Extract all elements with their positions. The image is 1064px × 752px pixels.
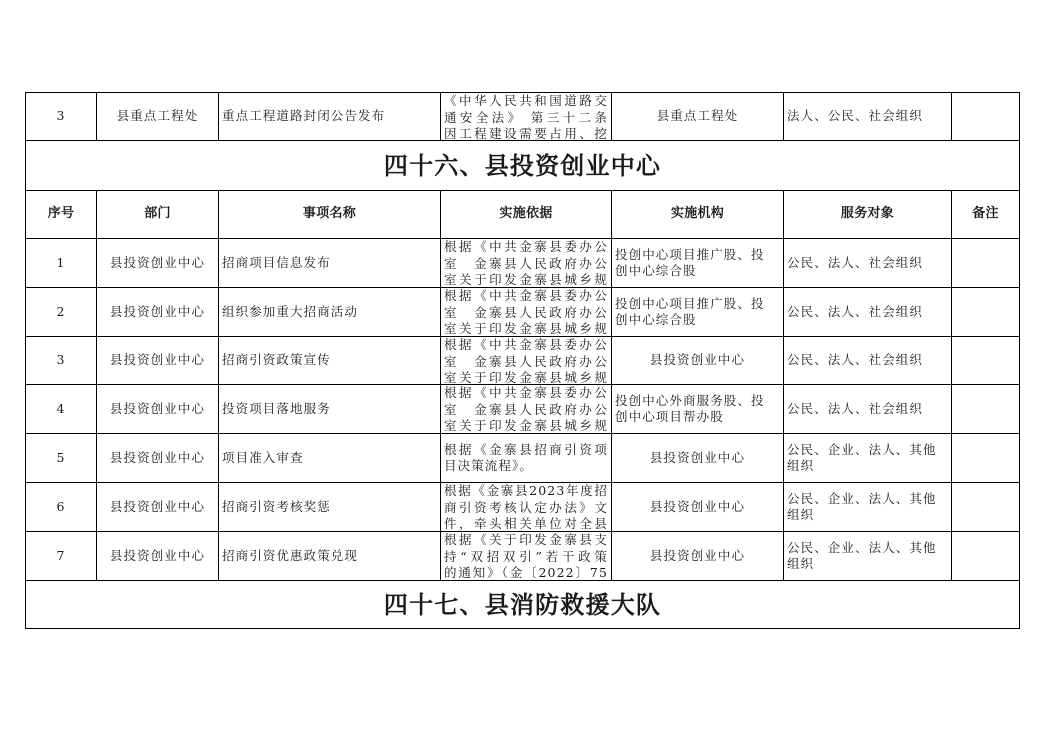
cell-no	[26, 93, 96, 140]
cell-basis	[441, 483, 611, 531]
target-line: 公民、法人、社会组织	[787, 254, 924, 270]
target-line: 公民、企业、法人、其他	[787, 539, 937, 555]
column-header-agency	[612, 191, 783, 238]
cell-basis	[441, 239, 611, 287]
row-number: 3	[56, 352, 66, 368]
item-name-text: 招商引资考核奖惩	[222, 498, 331, 514]
basis-line: 持“双招双引”若干政策	[444, 548, 608, 564]
cell-item-name	[219, 337, 440, 384]
item-name-text: 招商引资优惠政策兑现	[222, 547, 359, 563]
target-line: 法人、公民、社会组织	[787, 108, 924, 124]
cell-no	[26, 483, 96, 531]
basis-line: 室 金寨县人民政府办公	[444, 304, 608, 320]
cell-agency	[612, 288, 783, 336]
cell-target	[784, 385, 951, 433]
note-text	[955, 401, 1016, 418]
department-text: 县重点工程处	[116, 108, 199, 124]
column-header-note	[952, 191, 1019, 238]
cell-department	[97, 337, 218, 384]
note-text	[955, 255, 1016, 272]
column-header-label: 实施机构	[670, 206, 725, 222]
column-header-label: 备注	[972, 206, 999, 222]
basis-line: 室 金寨县人民政府办公	[444, 401, 608, 417]
column-header-basis	[441, 191, 611, 238]
agency-line: 创中心综合股	[615, 263, 697, 278]
cell-agency	[612, 239, 783, 287]
cell-basis	[441, 434, 611, 482]
agency-line: 县重点工程处	[656, 108, 739, 124]
note-text	[955, 450, 1016, 467]
section-heading	[26, 581, 1019, 628]
cell-target	[784, 239, 951, 287]
note-text	[955, 352, 1016, 369]
row-number: 7	[56, 547, 66, 563]
cell-department	[97, 239, 218, 287]
cell-note	[952, 337, 1019, 384]
basis-line: 室关于印发金寨县城乡规	[444, 272, 608, 287]
cell-department	[97, 434, 218, 482]
basis-line: 商引资考核认定办法》文	[444, 499, 608, 515]
target-line: 公民、企业、法人、其他	[787, 441, 937, 457]
department-text: 县投资创业中心	[109, 547, 206, 563]
basis-line: 根据《中共金寨县委办公	[444, 288, 608, 303]
cell-target	[784, 288, 951, 336]
basis-line: 室关于印发金寨县城乡规	[444, 418, 608, 433]
department-text: 县投资创业中心	[109, 352, 206, 368]
cell-note	[952, 93, 1019, 140]
column-header-label: 事项名称	[302, 206, 357, 222]
cell-note	[952, 288, 1019, 336]
basis-line: 室 金寨县人民政府办公	[444, 255, 608, 271]
row-number: 5	[56, 449, 66, 465]
service-items-table	[25, 92, 1020, 629]
cell-basis	[441, 288, 611, 336]
agency-line: 县投资创业中心	[649, 498, 746, 514]
agency-line: 创中心综合股	[615, 312, 697, 327]
basis-line: 室关于印发金寨县城乡规	[444, 370, 608, 384]
item-name-text: 投资项目落地服务	[222, 400, 331, 416]
row-number: 2	[56, 303, 66, 319]
cell-no	[26, 385, 96, 433]
agency-line: 县投资创业中心	[649, 352, 746, 368]
cell-no	[26, 337, 96, 384]
cell-agency	[612, 483, 783, 531]
basis-line: 室关于印发金寨县城乡规	[444, 321, 608, 336]
column-header-label: 服务对象	[840, 206, 895, 222]
basis-line: 目决策流程》。	[444, 458, 533, 473]
note-text	[955, 499, 1016, 516]
cell-note	[952, 385, 1019, 433]
target-line: 公民、法人、社会组织	[787, 400, 924, 416]
basis-line: 根据《中共金寨县委办公	[444, 337, 608, 352]
section-heading-text: 四十七、县消防救援大队	[383, 589, 662, 619]
cell-note	[952, 434, 1019, 482]
agency-line: 县投资创业中心	[649, 449, 746, 465]
cell-no	[26, 239, 96, 287]
cell-department	[97, 385, 218, 433]
cell-target	[784, 532, 951, 580]
row-number: 6	[56, 498, 66, 514]
cell-note	[952, 532, 1019, 580]
basis-line: 根据《中共金寨县委办公	[444, 239, 608, 254]
cell-target	[784, 483, 951, 531]
cell-item-name	[219, 434, 440, 482]
column-header-department	[97, 191, 218, 238]
cell-agency	[612, 337, 783, 384]
basis-line: 件，牵头相关单位对全县	[444, 516, 608, 531]
item-name-text: 招商项目信息发布	[222, 254, 331, 270]
department-text: 县投资创业中心	[109, 498, 206, 514]
note-text	[955, 548, 1016, 565]
basis-line: 根据《金寨县招商引资项	[444, 441, 608, 457]
item-name-text: 组织参加重大招商活动	[222, 303, 359, 319]
agency-line: 县投资创业中心	[649, 547, 746, 563]
agency-line: 创中心项目帮办股	[615, 409, 724, 424]
cell-department	[97, 532, 218, 580]
department-text: 县投资创业中心	[109, 400, 206, 416]
cell-agency	[612, 532, 783, 580]
cell-basis	[441, 532, 611, 580]
column-header-target	[784, 191, 951, 238]
column-header-no	[26, 191, 96, 238]
item-name-text: 项目准入审查	[222, 449, 304, 465]
agency-line: 投创中心项目推广股、投	[615, 295, 765, 311]
cell-item-name	[219, 385, 440, 433]
row-number: 4	[56, 400, 66, 416]
basis-line: 根据《金寨县2023年度招	[444, 483, 608, 498]
department-text: 县投资创业中心	[109, 303, 206, 319]
cell-item-name	[219, 483, 440, 531]
basis-line: 室 金寨县人民政府办公	[444, 353, 608, 369]
cell-note	[952, 483, 1019, 531]
row-number: 1	[56, 254, 66, 270]
cell-department	[97, 93, 218, 140]
department-text: 县投资创业中心	[109, 449, 206, 465]
cell-agency	[612, 93, 783, 140]
cell-department	[97, 288, 218, 336]
column-header-label: 部门	[144, 206, 171, 222]
basis-line: 《中华人民共和国道路交	[444, 93, 608, 108]
note-text	[955, 304, 1016, 321]
target-line: 公民、企业、法人、其他	[787, 490, 937, 506]
cell-no	[26, 532, 96, 580]
row-number: 3	[56, 108, 66, 124]
basis-line: 通安全法》 第三十二条	[444, 109, 608, 125]
basis-line: 根据《关于印发金寨县支	[444, 532, 608, 547]
section-heading-text: 四十六、县投资创业中心	[383, 150, 662, 180]
cell-department	[97, 483, 218, 531]
target-line: 组织	[787, 556, 815, 571]
cell-target	[784, 337, 951, 384]
cell-item-name	[219, 93, 440, 140]
cell-no	[26, 434, 96, 482]
agency-line: 投创中心外商服务股、投	[615, 392, 765, 408]
section-heading	[26, 141, 1019, 190]
cell-target	[784, 434, 951, 482]
note-text	[955, 108, 1016, 125]
basis-line: 的通知》（金〔2022〕75	[444, 565, 608, 580]
target-line: 组织	[787, 458, 815, 473]
item-name-text: 招商引资政策宣传	[222, 352, 331, 368]
target-line: 公民、法人、社会组织	[787, 352, 924, 368]
cell-basis	[441, 337, 611, 384]
column-header-label: 实施依据	[499, 206, 553, 222]
column-header-item-name	[219, 191, 440, 238]
cell-note	[952, 239, 1019, 287]
cell-agency	[612, 434, 783, 482]
column-header-label: 序号	[47, 206, 75, 222]
agency-line: 投创中心项目推广股、投	[615, 246, 765, 262]
cell-no	[26, 288, 96, 336]
cell-target	[784, 93, 951, 140]
item-name-text: 重点工程道路封闭公告发布	[222, 108, 386, 124]
basis-line: 因工程建设需要占用、挖	[444, 126, 608, 140]
cell-basis	[441, 93, 611, 140]
cell-basis	[441, 385, 611, 433]
cell-item-name	[219, 532, 440, 580]
cell-agency	[612, 385, 783, 433]
target-line: 组织	[787, 507, 815, 522]
department-text: 县投资创业中心	[109, 254, 206, 270]
cell-item-name	[219, 288, 440, 336]
basis-line: 根据《中共金寨县委办公	[444, 385, 608, 400]
cell-item-name	[219, 239, 440, 287]
target-line: 公民、法人、社会组织	[787, 303, 924, 319]
